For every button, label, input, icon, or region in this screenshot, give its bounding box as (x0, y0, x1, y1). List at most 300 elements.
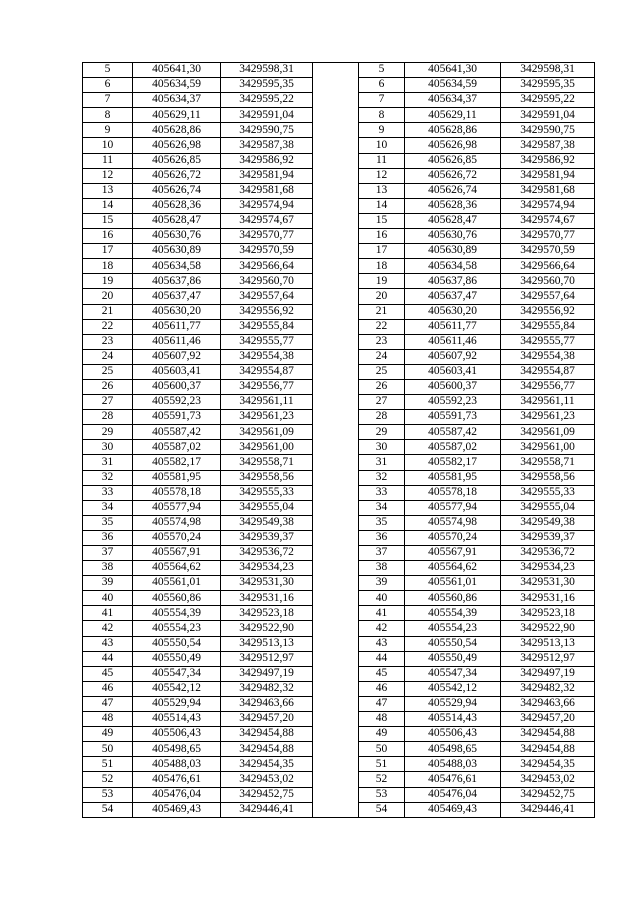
left-x-coordinate-cell: 405469,43 (133, 802, 221, 817)
right-y-coordinate-cell: 3429566,64 (501, 259, 595, 274)
right-y-coordinate-cell: 3429463,66 (501, 696, 595, 711)
right-point-number-cell: 50 (359, 742, 405, 757)
left-x-coordinate-cell: 405561,01 (133, 576, 221, 591)
right-point-number-cell: 45 (359, 666, 405, 681)
left-point-number-cell: 25 (83, 364, 133, 379)
left-x-coordinate-cell: 405591,73 (133, 410, 221, 425)
spacer-cell (313, 666, 359, 681)
right-y-coordinate-cell: 3429497,19 (501, 666, 595, 681)
right-point-number-cell: 46 (359, 681, 405, 696)
left-point-number-cell: 49 (83, 727, 133, 742)
right-y-coordinate-cell: 3429561,00 (501, 440, 595, 455)
left-point-number-cell: 11 (83, 153, 133, 168)
left-x-coordinate-cell: 405514,43 (133, 712, 221, 727)
spacer-cell (313, 636, 359, 651)
spacer-cell (313, 78, 359, 93)
left-y-coordinate-cell: 3429561,09 (221, 425, 313, 440)
table-row (83, 334, 595, 349)
left-x-coordinate-cell: 405626,85 (133, 153, 221, 168)
left-y-coordinate-cell: 3429557,64 (221, 289, 313, 304)
left-y-coordinate-cell: 3429549,38 (221, 515, 313, 530)
table-row (83, 108, 595, 123)
right-point-number-cell: 18 (359, 259, 405, 274)
right-point-number-cell: 14 (359, 198, 405, 213)
right-y-coordinate-cell: 3429595,22 (501, 93, 595, 108)
right-point-number-cell: 11 (359, 153, 405, 168)
left-x-coordinate-cell: 405574,98 (133, 515, 221, 530)
left-x-coordinate-cell: 405560,86 (133, 591, 221, 606)
left-point-number-cell: 45 (83, 666, 133, 681)
right-y-coordinate-cell: 3429554,87 (501, 364, 595, 379)
right-point-number-cell: 43 (359, 636, 405, 651)
spacer-cell (313, 334, 359, 349)
table-row (83, 168, 595, 183)
right-x-coordinate-cell: 405550,49 (405, 651, 501, 666)
right-y-coordinate-cell: 3429452,75 (501, 787, 595, 802)
spacer-cell (313, 410, 359, 425)
right-point-number-cell: 34 (359, 500, 405, 515)
left-x-coordinate-cell: 405600,37 (133, 379, 221, 394)
right-point-number-cell: 41 (359, 606, 405, 621)
right-y-coordinate-cell: 3429570,77 (501, 229, 595, 244)
right-y-coordinate-cell: 3429557,64 (501, 289, 595, 304)
left-y-coordinate-cell: 3429554,87 (221, 364, 313, 379)
right-point-number-cell: 17 (359, 244, 405, 259)
left-y-coordinate-cell: 3429581,94 (221, 168, 313, 183)
right-y-coordinate-cell: 3429561,11 (501, 395, 595, 410)
left-x-coordinate-cell: 405582,17 (133, 455, 221, 470)
right-point-number-cell: 26 (359, 379, 405, 394)
left-x-coordinate-cell: 405634,37 (133, 93, 221, 108)
table-row (83, 757, 595, 772)
right-x-coordinate-cell: 405629,11 (405, 108, 501, 123)
table-row (83, 259, 595, 274)
right-point-number-cell: 47 (359, 696, 405, 711)
left-x-coordinate-cell: 405628,47 (133, 213, 221, 228)
table-row (83, 319, 595, 334)
right-x-coordinate-cell: 405626,74 (405, 183, 501, 198)
left-x-coordinate-cell: 405626,72 (133, 168, 221, 183)
right-y-coordinate-cell: 3429555,33 (501, 485, 595, 500)
left-x-coordinate-cell: 405498,65 (133, 742, 221, 757)
left-y-coordinate-cell: 3429555,04 (221, 500, 313, 515)
left-y-coordinate-cell: 3429556,92 (221, 304, 313, 319)
left-y-coordinate-cell: 3429522,90 (221, 621, 313, 636)
spacer-cell (313, 183, 359, 198)
left-point-number-cell: 12 (83, 168, 133, 183)
left-y-coordinate-cell: 3429531,16 (221, 591, 313, 606)
left-y-coordinate-cell: 3429570,59 (221, 244, 313, 259)
left-point-number-cell: 28 (83, 410, 133, 425)
left-y-coordinate-cell: 3429454,88 (221, 742, 313, 757)
left-point-number-cell: 21 (83, 304, 133, 319)
spacer-cell (313, 455, 359, 470)
table-row (83, 153, 595, 168)
left-x-coordinate-cell: 405603,41 (133, 364, 221, 379)
left-point-number-cell: 24 (83, 349, 133, 364)
right-x-coordinate-cell: 405630,76 (405, 229, 501, 244)
left-point-number-cell: 30 (83, 440, 133, 455)
right-point-number-cell: 16 (359, 229, 405, 244)
right-point-number-cell: 7 (359, 93, 405, 108)
right-x-coordinate-cell: 405630,20 (405, 304, 501, 319)
spacer-cell (313, 395, 359, 410)
table-row (83, 93, 595, 108)
left-y-coordinate-cell: 3429581,68 (221, 183, 313, 198)
left-y-coordinate-cell: 3429482,32 (221, 681, 313, 696)
left-point-number-cell: 40 (83, 591, 133, 606)
spacer-cell (313, 561, 359, 576)
right-y-coordinate-cell: 3429560,70 (501, 274, 595, 289)
left-x-coordinate-cell: 405634,59 (133, 78, 221, 93)
left-x-coordinate-cell: 405529,94 (133, 696, 221, 711)
spacer-cell (313, 108, 359, 123)
table-row (83, 63, 595, 78)
right-x-coordinate-cell: 405587,02 (405, 440, 501, 455)
table-row (83, 395, 595, 410)
right-point-number-cell: 30 (359, 440, 405, 455)
left-point-number-cell: 34 (83, 500, 133, 515)
left-point-number-cell: 44 (83, 651, 133, 666)
left-y-coordinate-cell: 3429560,70 (221, 274, 313, 289)
left-point-number-cell: 19 (83, 274, 133, 289)
right-point-number-cell: 44 (359, 651, 405, 666)
right-x-coordinate-cell: 405582,17 (405, 455, 501, 470)
right-x-coordinate-cell: 405577,94 (405, 500, 501, 515)
spacer-cell (313, 470, 359, 485)
table-row (83, 606, 595, 621)
table-row (83, 666, 595, 681)
right-point-number-cell: 51 (359, 757, 405, 772)
left-point-number-cell: 8 (83, 108, 133, 123)
left-y-coordinate-cell: 3429457,20 (221, 712, 313, 727)
table-row (83, 576, 595, 591)
left-point-number-cell: 23 (83, 334, 133, 349)
left-x-coordinate-cell: 405550,49 (133, 651, 221, 666)
right-x-coordinate-cell: 405628,36 (405, 198, 501, 213)
right-y-coordinate-cell: 3429539,37 (501, 530, 595, 545)
table-row (83, 696, 595, 711)
left-y-coordinate-cell: 3429570,77 (221, 229, 313, 244)
left-point-number-cell: 43 (83, 636, 133, 651)
coordinates-table (82, 62, 595, 818)
right-point-number-cell: 37 (359, 546, 405, 561)
table-row (83, 425, 595, 440)
left-y-coordinate-cell: 3429531,30 (221, 576, 313, 591)
right-x-coordinate-cell: 405574,98 (405, 515, 501, 530)
left-y-coordinate-cell: 3429558,56 (221, 470, 313, 485)
left-y-coordinate-cell: 3429453,02 (221, 772, 313, 787)
right-x-coordinate-cell: 405514,43 (405, 712, 501, 727)
right-point-number-cell: 31 (359, 455, 405, 470)
left-y-coordinate-cell: 3429595,22 (221, 93, 313, 108)
spacer-cell (313, 93, 359, 108)
right-x-coordinate-cell: 405630,89 (405, 244, 501, 259)
left-x-coordinate-cell: 405581,95 (133, 470, 221, 485)
spacer-cell (313, 757, 359, 772)
left-y-coordinate-cell: 3429595,35 (221, 78, 313, 93)
table-row (83, 591, 595, 606)
right-x-coordinate-cell: 405554,23 (405, 621, 501, 636)
left-y-coordinate-cell: 3429558,71 (221, 455, 313, 470)
right-y-coordinate-cell: 3429531,30 (501, 576, 595, 591)
spacer-cell (313, 289, 359, 304)
left-x-coordinate-cell: 405578,18 (133, 485, 221, 500)
spacer-cell (313, 651, 359, 666)
right-y-coordinate-cell: 3429555,84 (501, 319, 595, 334)
right-y-coordinate-cell: 3429536,72 (501, 546, 595, 561)
spacer-cell (313, 379, 359, 394)
left-x-coordinate-cell: 405506,43 (133, 727, 221, 742)
right-x-coordinate-cell: 405578,18 (405, 485, 501, 500)
left-point-number-cell: 41 (83, 606, 133, 621)
left-y-coordinate-cell: 3429512,97 (221, 651, 313, 666)
table-row (83, 787, 595, 802)
left-x-coordinate-cell: 405630,89 (133, 244, 221, 259)
spacer-cell (313, 198, 359, 213)
left-x-coordinate-cell: 405630,76 (133, 229, 221, 244)
spacer-cell (313, 274, 359, 289)
right-point-number-cell: 32 (359, 470, 405, 485)
left-point-number-cell: 39 (83, 576, 133, 591)
spacer-cell (313, 515, 359, 530)
right-y-coordinate-cell: 3429549,38 (501, 515, 595, 530)
spacer-cell (313, 576, 359, 591)
right-point-number-cell: 6 (359, 78, 405, 93)
right-y-coordinate-cell: 3429512,97 (501, 651, 595, 666)
left-point-number-cell: 16 (83, 229, 133, 244)
table-row (83, 364, 595, 379)
right-point-number-cell: 28 (359, 410, 405, 425)
right-point-number-cell: 25 (359, 364, 405, 379)
right-x-coordinate-cell: 405641,30 (405, 63, 501, 78)
table-row (83, 772, 595, 787)
right-point-number-cell: 23 (359, 334, 405, 349)
right-y-coordinate-cell: 3429446,41 (501, 802, 595, 817)
table-row (83, 500, 595, 515)
right-x-coordinate-cell: 405607,92 (405, 349, 501, 364)
table-row (83, 410, 595, 425)
right-x-coordinate-cell: 405581,95 (405, 470, 501, 485)
right-x-coordinate-cell: 405529,94 (405, 696, 501, 711)
right-y-coordinate-cell: 3429482,32 (501, 681, 595, 696)
right-point-number-cell: 24 (359, 349, 405, 364)
right-y-coordinate-cell: 3429586,92 (501, 153, 595, 168)
left-point-number-cell: 37 (83, 546, 133, 561)
right-x-coordinate-cell: 405626,85 (405, 153, 501, 168)
right-y-coordinate-cell: 3429454,88 (501, 742, 595, 757)
right-point-number-cell: 8 (359, 108, 405, 123)
left-y-coordinate-cell: 3429591,04 (221, 108, 313, 123)
spacer-cell (313, 319, 359, 334)
left-x-coordinate-cell: 405607,92 (133, 349, 221, 364)
table-row (83, 183, 595, 198)
left-point-number-cell: 22 (83, 319, 133, 334)
left-x-coordinate-cell: 405592,23 (133, 395, 221, 410)
right-y-coordinate-cell: 3429558,71 (501, 455, 595, 470)
left-point-number-cell: 27 (83, 395, 133, 410)
spacer-cell (313, 787, 359, 802)
right-point-number-cell: 13 (359, 183, 405, 198)
table-row (83, 455, 595, 470)
right-point-number-cell: 19 (359, 274, 405, 289)
right-y-coordinate-cell: 3429574,94 (501, 198, 595, 213)
left-x-coordinate-cell: 405587,42 (133, 425, 221, 440)
right-x-coordinate-cell: 405611,77 (405, 319, 501, 334)
spacer-cell (313, 425, 359, 440)
spacer-cell (313, 606, 359, 621)
left-point-number-cell: 42 (83, 621, 133, 636)
table-row (83, 123, 595, 138)
table-row (83, 349, 595, 364)
right-point-number-cell: 42 (359, 621, 405, 636)
left-point-number-cell: 46 (83, 681, 133, 696)
right-y-coordinate-cell: 3429555,77 (501, 334, 595, 349)
left-x-coordinate-cell: 405567,91 (133, 546, 221, 561)
left-x-coordinate-cell: 405554,39 (133, 606, 221, 621)
left-point-number-cell: 9 (83, 123, 133, 138)
left-x-coordinate-cell: 405577,94 (133, 500, 221, 515)
right-point-number-cell: 36 (359, 530, 405, 545)
spacer-cell (313, 802, 359, 817)
spacer-cell (313, 63, 359, 78)
left-point-number-cell: 29 (83, 425, 133, 440)
table-row (83, 636, 595, 651)
right-x-coordinate-cell: 405592,23 (405, 395, 501, 410)
right-y-coordinate-cell: 3429570,59 (501, 244, 595, 259)
right-point-number-cell: 10 (359, 138, 405, 153)
table-row (83, 802, 595, 817)
left-y-coordinate-cell: 3429463,66 (221, 696, 313, 711)
right-point-number-cell: 49 (359, 727, 405, 742)
spacer-cell (313, 123, 359, 138)
right-y-coordinate-cell: 3429554,38 (501, 349, 595, 364)
table-row (83, 651, 595, 666)
right-point-number-cell: 52 (359, 772, 405, 787)
table-row (83, 470, 595, 485)
right-y-coordinate-cell: 3429595,35 (501, 78, 595, 93)
table-row (83, 379, 595, 394)
right-x-coordinate-cell: 405628,86 (405, 123, 501, 138)
right-x-coordinate-cell: 405603,41 (405, 364, 501, 379)
left-y-coordinate-cell: 3429561,23 (221, 410, 313, 425)
spacer-cell (313, 213, 359, 228)
spacer-cell (313, 696, 359, 711)
right-point-number-cell: 9 (359, 123, 405, 138)
coordinates-table-body (83, 63, 595, 818)
spacer-cell (313, 500, 359, 515)
right-point-number-cell: 38 (359, 561, 405, 576)
spacer-cell (313, 229, 359, 244)
table-row (83, 440, 595, 455)
right-x-coordinate-cell: 405591,73 (405, 410, 501, 425)
right-y-coordinate-cell: 3429454,88 (501, 727, 595, 742)
left-point-number-cell: 52 (83, 772, 133, 787)
right-point-number-cell: 40 (359, 591, 405, 606)
right-x-coordinate-cell: 405506,43 (405, 727, 501, 742)
right-x-coordinate-cell: 405488,03 (405, 757, 501, 772)
right-y-coordinate-cell: 3429522,90 (501, 621, 595, 636)
right-x-coordinate-cell: 405476,61 (405, 772, 501, 787)
right-point-number-cell: 35 (359, 515, 405, 530)
right-x-coordinate-cell: 405542,12 (405, 681, 501, 696)
right-x-coordinate-cell: 405550,54 (405, 636, 501, 651)
table-row (83, 515, 595, 530)
right-y-coordinate-cell: 3429523,18 (501, 606, 595, 621)
left-x-coordinate-cell: 405554,23 (133, 621, 221, 636)
spacer-cell (313, 546, 359, 561)
right-point-number-cell: 53 (359, 787, 405, 802)
left-y-coordinate-cell: 3429452,75 (221, 787, 313, 802)
right-y-coordinate-cell: 3429561,09 (501, 425, 595, 440)
left-y-coordinate-cell: 3429534,23 (221, 561, 313, 576)
right-x-coordinate-cell: 405626,98 (405, 138, 501, 153)
left-point-number-cell: 36 (83, 530, 133, 545)
table-row (83, 289, 595, 304)
right-x-coordinate-cell: 405547,34 (405, 666, 501, 681)
left-y-coordinate-cell: 3429523,18 (221, 606, 313, 621)
left-x-coordinate-cell: 405570,24 (133, 530, 221, 545)
table-row (83, 304, 595, 319)
right-point-number-cell: 29 (359, 425, 405, 440)
left-point-number-cell: 33 (83, 485, 133, 500)
table-row (83, 78, 595, 93)
left-point-number-cell: 32 (83, 470, 133, 485)
left-point-number-cell: 20 (83, 289, 133, 304)
left-point-number-cell: 35 (83, 515, 133, 530)
left-y-coordinate-cell: 3429513,13 (221, 636, 313, 651)
right-x-coordinate-cell: 405634,58 (405, 259, 501, 274)
right-x-coordinate-cell: 405634,59 (405, 78, 501, 93)
left-x-coordinate-cell: 405550,54 (133, 636, 221, 651)
left-point-number-cell: 53 (83, 787, 133, 802)
left-x-coordinate-cell: 405476,04 (133, 787, 221, 802)
right-y-coordinate-cell: 3429454,35 (501, 757, 595, 772)
right-point-number-cell: 15 (359, 213, 405, 228)
right-y-coordinate-cell: 3429513,13 (501, 636, 595, 651)
left-point-number-cell: 47 (83, 696, 133, 711)
table-row (83, 198, 595, 213)
left-x-coordinate-cell: 405626,74 (133, 183, 221, 198)
left-y-coordinate-cell: 3429598,31 (221, 63, 313, 78)
spacer-cell (313, 621, 359, 636)
right-y-coordinate-cell: 3429587,38 (501, 138, 595, 153)
spacer-cell (313, 712, 359, 727)
spacer-cell (313, 530, 359, 545)
spacer-cell (313, 485, 359, 500)
left-y-coordinate-cell: 3429556,77 (221, 379, 313, 394)
table-row (83, 213, 595, 228)
table-row (83, 138, 595, 153)
left-x-coordinate-cell: 405637,47 (133, 289, 221, 304)
right-x-coordinate-cell: 405564,62 (405, 561, 501, 576)
left-y-coordinate-cell: 3429446,41 (221, 802, 313, 817)
right-point-number-cell: 12 (359, 168, 405, 183)
left-y-coordinate-cell: 3429574,94 (221, 198, 313, 213)
spacer-cell (313, 681, 359, 696)
right-point-number-cell: 5 (359, 63, 405, 78)
left-point-number-cell: 51 (83, 757, 133, 772)
right-y-coordinate-cell: 3429591,04 (501, 108, 595, 123)
left-point-number-cell: 13 (83, 183, 133, 198)
table-row (83, 485, 595, 500)
right-x-coordinate-cell: 405554,39 (405, 606, 501, 621)
table-row (83, 681, 595, 696)
spacer-cell (313, 440, 359, 455)
left-point-number-cell: 7 (83, 93, 133, 108)
right-point-number-cell: 39 (359, 576, 405, 591)
left-point-number-cell: 26 (83, 379, 133, 394)
